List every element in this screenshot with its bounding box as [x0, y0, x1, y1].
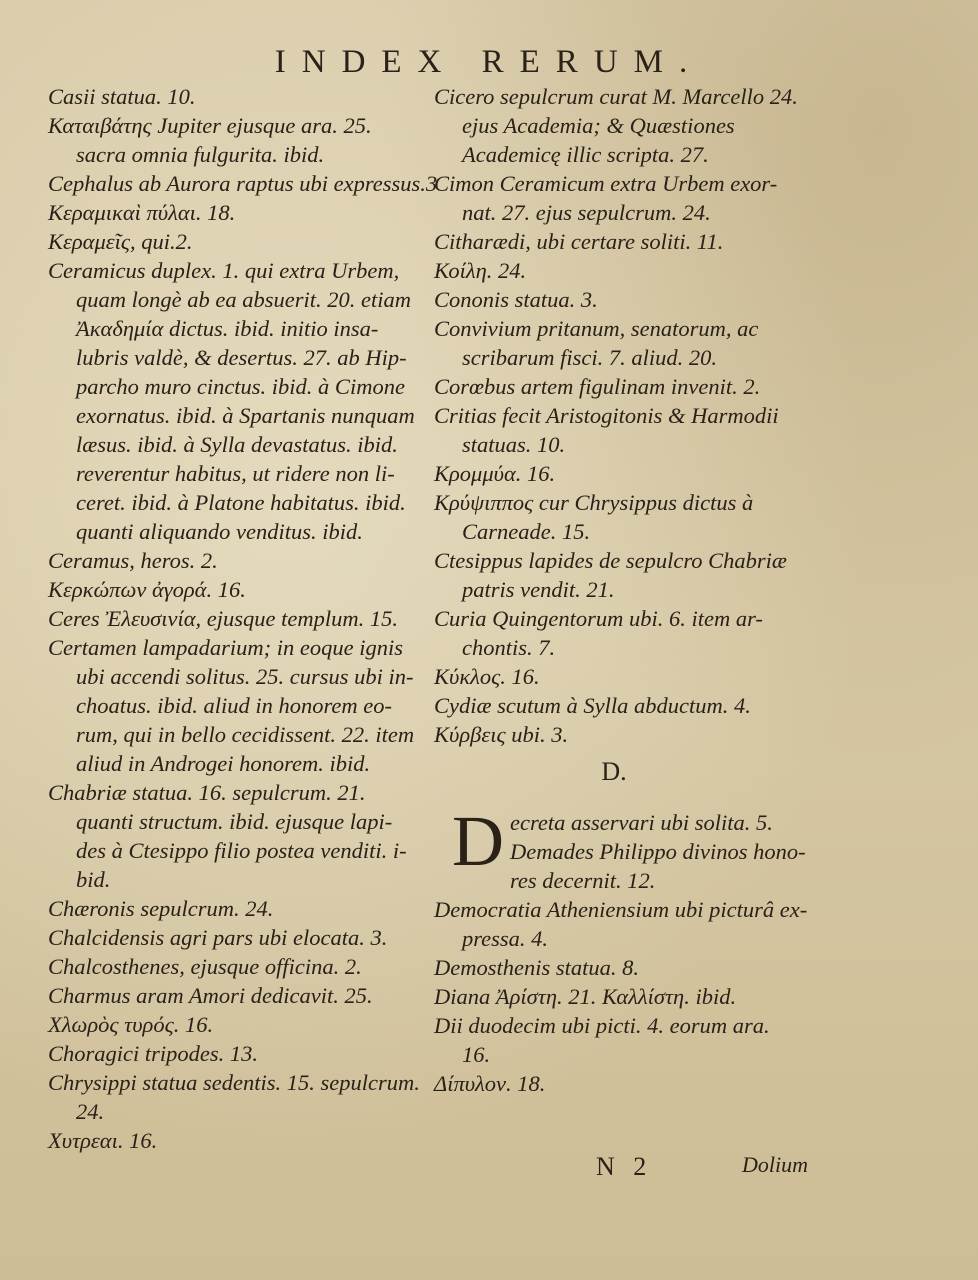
entry-line: Chalcosthenes, ejusque officina. 2.	[48, 954, 362, 979]
section-letter-d: D.	[601, 757, 627, 786]
entry-line: Κοίλη. 24.	[434, 258, 527, 283]
index-entry	[434, 488, 824, 546]
index-entry	[434, 982, 824, 1011]
index-entry	[434, 314, 824, 372]
entry-line: scribarum fisci. 7. aliud. 20.	[462, 345, 718, 370]
entry-line: Dii duodecim ubi picti. 4. eorum ara.	[434, 1013, 770, 1038]
entry-line: Cephalus ab Aurora raptus ubi expressus.3	[48, 171, 438, 196]
entry-line: Ctesippus lapides de sepulcro Chabriæ	[434, 548, 787, 573]
entry-line: Κεραμεῖς, qui.2.	[48, 229, 193, 254]
left-column	[48, 82, 438, 1155]
index-entry	[48, 227, 428, 256]
index-entry	[434, 662, 824, 691]
index-entry	[48, 778, 428, 894]
index-entry	[434, 256, 824, 285]
entry-line: 16.	[462, 1042, 491, 1067]
entry-line: Demades Philippo divinos hono-	[510, 839, 806, 864]
entry-line: quanti aliquando venditus. ibid.	[76, 519, 363, 544]
entry-line: Certamen lampadarium; in eoque ignis	[48, 635, 403, 660]
entry-line: Κύρβεις ubi. 3.	[434, 722, 569, 747]
index-entry	[434, 691, 824, 720]
entry-line: quam longè ab ea absuerit. 20. etiam	[76, 287, 411, 312]
entry-line: Curia Quingentorum ubi. 6. item ar-	[434, 606, 763, 631]
index-entry	[434, 895, 824, 953]
entry-line: des à Ctesippo filio postea venditi. i-	[76, 838, 407, 863]
index-entry	[48, 1126, 428, 1155]
entry-line: bid.	[76, 867, 111, 892]
entry-line: quanti structum. ibid. ejusque lapi-	[76, 809, 393, 834]
entry-line: Κεραμικαὶ πύλαι. 18.	[48, 200, 236, 225]
index-entry	[48, 633, 428, 778]
entry-line: rum, qui in bello cecidissent. 22. item	[76, 722, 415, 747]
entry-line: parcho muro cinctus. ibid. à Cimone	[76, 374, 405, 399]
entry-line: ceret. ibid. à Platone habitatus. ibid.	[76, 490, 406, 515]
index-entry	[434, 459, 824, 488]
index-entry	[48, 198, 428, 227]
index-entry	[48, 604, 428, 633]
drop-cap: D	[452, 801, 504, 881]
entry-line: Democratia Atheniensium ubi picturâ ex-	[434, 897, 808, 922]
entry-line: Charmus aram Amori dedicavit. 25.	[48, 983, 373, 1008]
entry-line: ejus Academia; & Quæstiones	[462, 113, 735, 138]
entry-line: res decernit. 12.	[510, 868, 656, 893]
entry-line: Χυτρεαι. 16.	[48, 1128, 158, 1153]
entry-line: Citharædi, ubi certare soliti. 11.	[434, 229, 724, 254]
entry-line: Καταιβάτης Jupiter ejusque ara. 25.	[48, 113, 372, 138]
entry-line: Casii statua. 10.	[48, 84, 196, 109]
entry-line: nat. 27. ejus sepulcrum. 24.	[462, 200, 711, 225]
index-entry	[434, 285, 824, 314]
index-entry	[434, 953, 824, 982]
entry-line: læsus. ibid. à Sylla devastatus. ibid.	[76, 432, 398, 457]
entry-line: Ceramicus duplex. 1. qui extra Urbem,	[48, 258, 400, 283]
entry-line: Cydiæ scutum à Sylla abductum. 4.	[434, 693, 751, 718]
entry-line: Chæronis sepulcrum. 24.	[48, 896, 274, 921]
index-entry	[48, 952, 428, 981]
entry-line: Demosthenis statua. 8.	[434, 955, 639, 980]
entry-line: Carneade. 15.	[462, 519, 591, 544]
index-entry	[48, 256, 428, 546]
index-entry	[434, 720, 824, 749]
entry-line: Κερκώπων ἀγορά. 16.	[48, 577, 246, 602]
index-entry	[48, 1010, 428, 1039]
index-entry	[434, 1011, 824, 1069]
signature-mark: N 2	[596, 1152, 653, 1181]
index-entry	[48, 923, 428, 952]
entry-line: ecreta asservari ubi solita. 5.	[510, 810, 773, 835]
entry-line: Ceramus, heros. 2.	[48, 548, 218, 573]
entry-line: Convivium pritanum, senatorum, ac	[434, 316, 759, 341]
index-entry	[434, 169, 824, 227]
index-entry	[434, 227, 824, 256]
index-entry	[48, 82, 428, 111]
entry-line: Academicę illic scripta. 27.	[462, 142, 709, 167]
index-entry	[434, 82, 824, 169]
index-entry	[48, 575, 428, 604]
index-entry	[434, 604, 824, 662]
entry-line: Κρύψιππος cur Chrysippus dictus à	[434, 490, 754, 515]
index-entry	[48, 1068, 428, 1126]
entry-line: sacra omnia fulgurita. ibid.	[76, 142, 325, 167]
entry-line: chontis. 7.	[462, 635, 556, 660]
entry-line: Chalcidensis agri pars ubi elocata. 3.	[48, 925, 388, 950]
index-entry	[434, 1069, 824, 1098]
entry-line: statuas. 10.	[462, 432, 566, 457]
drop-cap-entry	[434, 801, 824, 895]
entry-line: Cimon Ceramicum extra Urbem exor-	[434, 171, 778, 196]
entry-line: Κύκλος. 16.	[434, 664, 540, 689]
page-header: INDEX RERUM.	[274, 44, 704, 80]
entry-line: Choragici tripodes. 13.	[48, 1041, 259, 1066]
entry-line: Corœbus artem figulinam invenit. 2.	[434, 374, 761, 399]
index-entry	[434, 546, 824, 604]
entry-line: Ceres Ἐλευσινία, ejusque templum. 15.	[48, 606, 399, 631]
entry-line: aliud in Androgei honorem. ibid.	[76, 751, 371, 776]
entry-line: Χλωρὸς τυρός. 16.	[48, 1012, 214, 1037]
index-entry	[48, 1039, 428, 1068]
right-column	[434, 82, 824, 1098]
entry-line: choatus. ibid. aliud in honorem eo-	[76, 693, 393, 718]
entry-line: ubi accendi solitus. 25. cursus ubi in-	[76, 664, 414, 689]
index-entry	[48, 894, 428, 923]
index-entry	[434, 372, 824, 401]
index-entry	[48, 169, 438, 198]
entry-line: Diana Ἀρίστη. 21. Καλλίστη. ibid.	[434, 984, 737, 1009]
entry-line: Chabriæ statua. 16. sepulcrum. 21.	[48, 780, 366, 805]
catchword: Dolium	[742, 1152, 808, 1177]
entry-line: Chrysippi statua sedentis. 15. sepulcrum.	[48, 1070, 420, 1095]
entry-line: reverentur habitus, ut ridere non li-	[76, 461, 395, 486]
index-entry	[48, 981, 428, 1010]
entry-line: Cononis statua. 3.	[434, 287, 598, 312]
entry-line: Critias fecit Aristogitonis & Harmodii	[434, 403, 779, 428]
entry-line: 24.	[76, 1099, 105, 1124]
entry-line: Ἀκαδημία dictus. ibid. initio insa-	[76, 316, 379, 341]
index-entry	[434, 401, 824, 459]
index-entry	[48, 111, 428, 169]
entry-line: lubris valdè, & desertus. 27. ab Hip-	[76, 345, 407, 370]
entry-line: exornatus. ibid. à Spartanis nunquam	[76, 403, 415, 428]
entry-line: patris vendit. 21.	[462, 577, 615, 602]
index-entry	[48, 546, 428, 575]
entry-line: Κρομμύα. 16.	[434, 461, 556, 486]
entry-line: Cicero sepulcrum curat M. Marcello 24.	[434, 84, 798, 109]
entry-line: Δίπυλον. 18.	[434, 1071, 546, 1096]
entry-line: pressa. 4.	[462, 926, 549, 951]
